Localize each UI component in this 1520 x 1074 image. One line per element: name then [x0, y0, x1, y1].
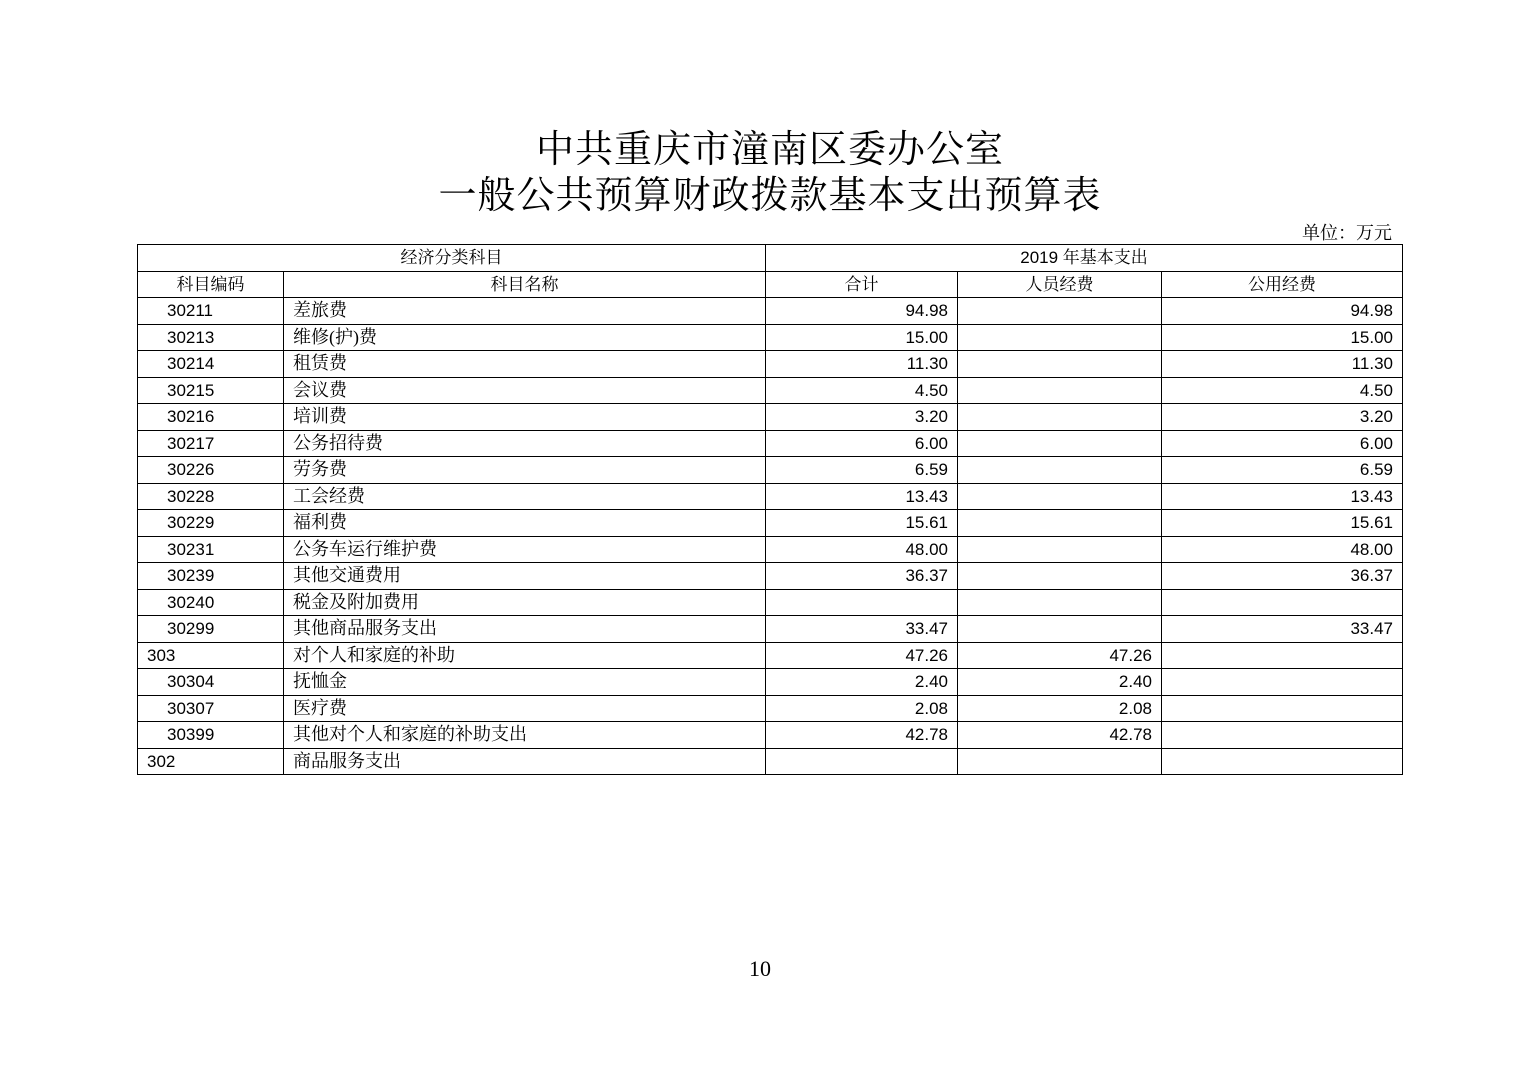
table-row — [138, 669, 1403, 696]
cell-total — [766, 748, 958, 775]
cell-personnel: 2.08 — [958, 695, 1162, 722]
cell-total: 4.50 — [766, 377, 958, 404]
cell-name: 医疗费 — [284, 695, 766, 722]
table-row — [138, 510, 1403, 537]
cell-name: 税金及附加费用 — [284, 589, 766, 616]
cell-total: 47.26 — [766, 642, 958, 669]
cell-public: 48.00 — [1162, 536, 1403, 563]
cell-personnel — [958, 404, 1162, 431]
cell-total: 3.20 — [766, 404, 958, 431]
cell-total: 33.47 — [766, 616, 958, 643]
cell-personnel — [958, 377, 1162, 404]
cell-total: 42.78 — [766, 722, 958, 749]
cell-name: 其他交通费用 — [284, 563, 766, 590]
table-row — [138, 457, 1403, 484]
cell-code: 30239 — [138, 563, 284, 590]
table-row — [138, 377, 1403, 404]
cell-code: 30399 — [138, 722, 284, 749]
cell-total: 6.00 — [766, 430, 958, 457]
cell-code: 30299 — [138, 616, 284, 643]
cell-name: 租赁费 — [284, 351, 766, 378]
cell-personnel — [958, 324, 1162, 351]
cell-personnel — [958, 430, 1162, 457]
table-row — [138, 483, 1403, 510]
cell-name: 维修(护)费 — [284, 324, 766, 351]
cell-public — [1162, 642, 1403, 669]
cell-public: 6.59 — [1162, 457, 1403, 484]
cell-total: 36.37 — [766, 563, 958, 590]
header-public: 公用经费 — [1162, 271, 1403, 298]
cell-personnel — [958, 563, 1162, 590]
cell-name: 抚恤金 — [284, 669, 766, 696]
table-row — [138, 298, 1403, 325]
header-name: 科目名称 — [284, 271, 766, 298]
cell-code: 30211 — [138, 298, 284, 325]
cell-code: 30231 — [138, 536, 284, 563]
cell-public — [1162, 669, 1403, 696]
cell-total: 2.40 — [766, 669, 958, 696]
document-title-line2: 一般公共预算财政拨款基本支出预算表 — [438, 175, 1102, 217]
table-row — [138, 324, 1403, 351]
cell-public: 15.61 — [1162, 510, 1403, 537]
cell-total: 11.30 — [766, 351, 958, 378]
cell-code: 30213 — [138, 324, 284, 351]
cell-personnel — [958, 748, 1162, 775]
cell-personnel — [958, 589, 1162, 616]
cell-code: 30217 — [138, 430, 284, 457]
cell-personnel — [958, 483, 1162, 510]
cell-name: 培训费 — [284, 404, 766, 431]
header-category: 经济分类科目 — [138, 245, 766, 272]
cell-total: 15.61 — [766, 510, 958, 537]
cell-personnel — [958, 616, 1162, 643]
table-row — [138, 722, 1403, 749]
cell-public — [1162, 722, 1403, 749]
cell-code: 30215 — [138, 377, 284, 404]
cell-personnel — [958, 298, 1162, 325]
cell-public: 94.98 — [1162, 298, 1403, 325]
cell-total — [766, 589, 958, 616]
table-row — [138, 589, 1403, 616]
column-header-row — [138, 271, 1403, 298]
cell-name: 对个人和家庭的补助 — [284, 642, 766, 669]
cell-code: 302 — [138, 748, 284, 775]
cell-public: 6.00 — [1162, 430, 1403, 457]
cell-code: 30216 — [138, 404, 284, 431]
cell-code: 30226 — [138, 457, 284, 484]
cell-personnel — [958, 351, 1162, 378]
cell-public: 36.37 — [1162, 563, 1403, 590]
document-title-line1: 中共重庆市潼南区委办公室 — [535, 129, 1004, 171]
cell-public: 33.47 — [1162, 616, 1403, 643]
unit-label: 单位：万元 — [1302, 223, 1392, 243]
cell-code: 30240 — [138, 589, 284, 616]
table-row — [138, 748, 1403, 775]
cell-public: 15.00 — [1162, 324, 1403, 351]
cell-total: 2.08 — [766, 695, 958, 722]
cell-personnel — [958, 536, 1162, 563]
cell-personnel: 42.78 — [958, 722, 1162, 749]
cell-total: 15.00 — [766, 324, 958, 351]
header-year-basic: 2019 年基本支出 — [766, 245, 1403, 272]
cell-total: 48.00 — [766, 536, 958, 563]
cell-name: 福利费 — [284, 510, 766, 537]
cell-code: 303 — [138, 642, 284, 669]
cell-total: 6.59 — [766, 457, 958, 484]
table-row — [138, 695, 1403, 722]
cell-public — [1162, 748, 1403, 775]
cell-name: 公务车运行维护费 — [284, 536, 766, 563]
cell-name: 劳务费 — [284, 457, 766, 484]
cell-code: 30307 — [138, 695, 284, 722]
table-row — [138, 642, 1403, 669]
cell-code: 30304 — [138, 669, 284, 696]
cell-code: 30228 — [138, 483, 284, 510]
cell-name: 其他对个人和家庭的补助支出 — [284, 722, 766, 749]
group-header-row — [138, 245, 1403, 272]
budget-table — [137, 244, 1403, 775]
cell-total: 94.98 — [766, 298, 958, 325]
cell-public — [1162, 589, 1403, 616]
table-row — [138, 404, 1403, 431]
table-row — [138, 430, 1403, 457]
cell-public: 13.43 — [1162, 483, 1403, 510]
table-row — [138, 351, 1403, 378]
header-personnel: 人员经费 — [958, 271, 1162, 298]
cell-public: 4.50 — [1162, 377, 1403, 404]
table-row — [138, 536, 1403, 563]
cell-name: 差旅费 — [284, 298, 766, 325]
cell-personnel — [958, 457, 1162, 484]
cell-total: 13.43 — [766, 483, 958, 510]
header-total: 合计 — [766, 271, 958, 298]
cell-name: 会议费 — [284, 377, 766, 404]
cell-name: 其他商品服务支出 — [284, 616, 766, 643]
cell-public: 3.20 — [1162, 404, 1403, 431]
cell-personnel: 47.26 — [958, 642, 1162, 669]
cell-name: 商品服务支出 — [284, 748, 766, 775]
cell-public — [1162, 695, 1403, 722]
table-row — [138, 563, 1403, 590]
cell-public: 11.30 — [1162, 351, 1403, 378]
table-row — [138, 616, 1403, 643]
cell-personnel: 2.40 — [958, 669, 1162, 696]
cell-name: 工会经费 — [284, 483, 766, 510]
page-number: 10 — [749, 956, 771, 981]
cell-name: 公务招待费 — [284, 430, 766, 457]
header-code: 科目编码 — [138, 271, 284, 298]
cell-code: 30214 — [138, 351, 284, 378]
cell-code: 30229 — [138, 510, 284, 537]
cell-personnel — [958, 510, 1162, 537]
